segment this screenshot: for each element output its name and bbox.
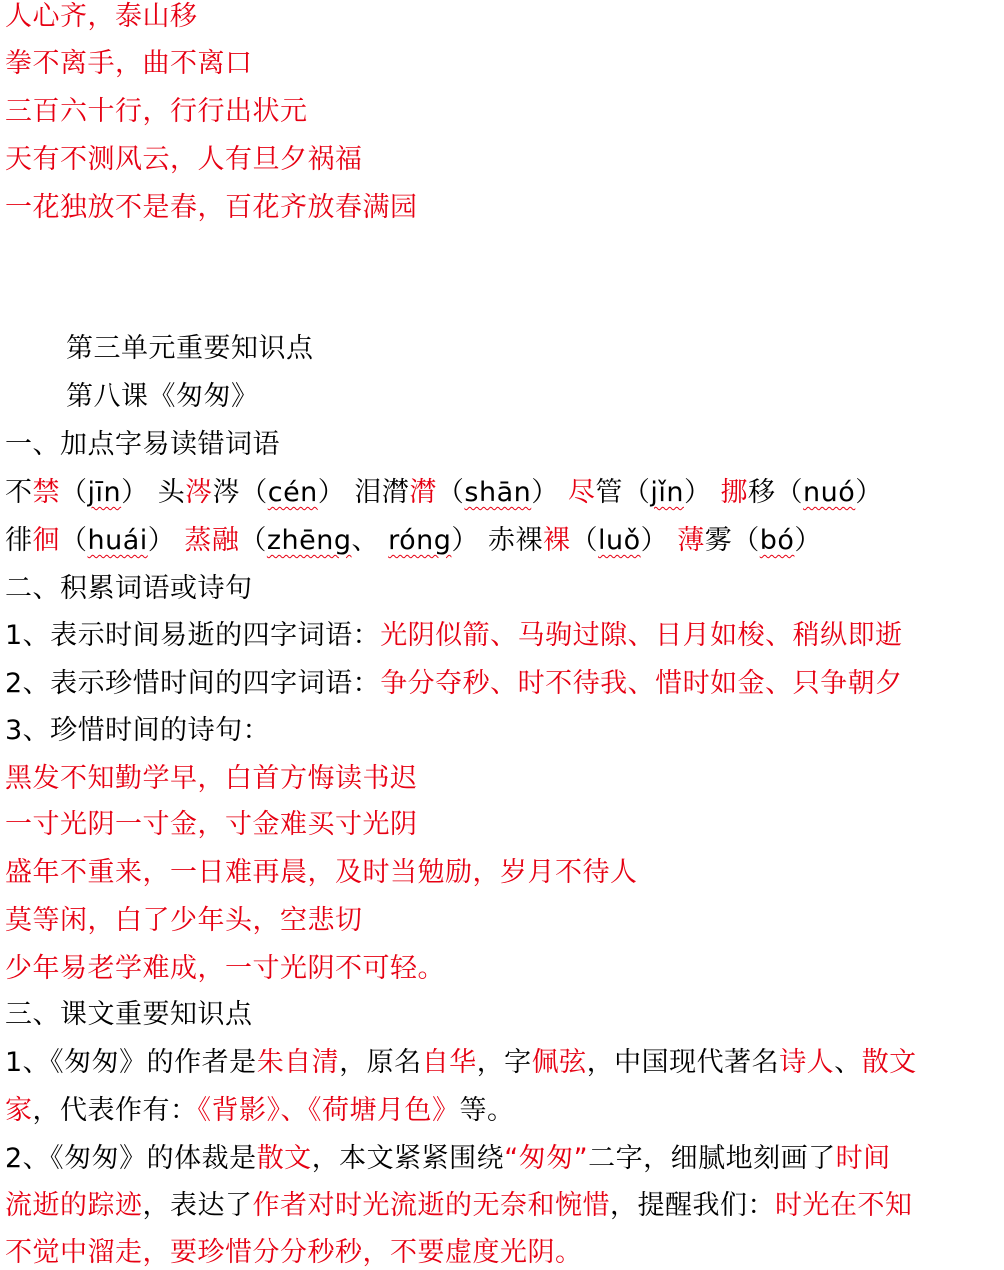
pinyin-text: jīn [87,477,122,508]
text-segment: ，代表作有： [32,1095,198,1126]
text-segment: ，中国现代著名 [586,1047,780,1078]
text-segment: ） [531,477,568,508]
text-segment: 等。 [459,1095,515,1126]
text-line-17 [5,856,638,890]
text-line-4 [5,143,363,177]
text-segment: 雾（ [704,525,760,556]
text-line-13 [5,667,903,701]
pinyin-text: huái [87,525,148,556]
highlighted-text: “匆匆” [504,1143,589,1174]
highlighted-text: 家 [5,1095,33,1126]
highlighted-text: 散文 [861,1047,917,1078]
highlighted-text: 禁 [32,477,60,508]
highlighted-text: 蒸融 [184,525,240,556]
pinyin-text: shān [464,477,532,508]
highlighted-text: 光阴似箭、马驹过隙、日月如梭、稍纵即逝 [380,620,903,651]
text-line-23 [5,1142,891,1176]
text-line-25 [5,1236,583,1270]
text-line-16 [5,808,418,842]
highlighted-text: 自华 [421,1047,477,1078]
highlighted-text: 一花独放不是春，百花齐放春满园 [5,192,418,223]
pinyin-text: nuó [803,477,856,508]
text-segment: 三、课文重要知识点 [5,999,253,1030]
highlighted-text: 三百六十行，行行出状元 [5,96,308,127]
highlighted-text: 盛年不重来，一日难再晨，及时当勉励，岁月不待人 [5,857,638,888]
pinyin-text: róng [388,525,452,556]
highlighted-text: 徊 [32,525,60,556]
text-segment: 1、表示时间易逝的四字词语： [5,620,381,651]
text-segment: 一、加点字易读错词语 [5,429,280,460]
pinyin-text: zhēng [266,525,352,556]
text-segment: （ [239,525,267,556]
text-line-14 [5,714,270,748]
text-segment: 第八课《匆匆》 [66,381,259,412]
text-segment: 二字，细腻地刻画了 [588,1143,836,1174]
text-line-12 [5,619,903,653]
text-segment: 二、积累词语或诗句 [5,573,253,604]
text-line-8 [5,428,280,462]
text-segment: （ [60,525,88,556]
text-segment: ） 泪潸 [317,477,410,508]
text-segment: （ [570,525,598,556]
text-line-19 [5,952,445,986]
text-segment: 、 [834,1047,862,1078]
highlighted-text: 莫等闲，白了少年头，空悲切 [5,905,363,936]
text-line-9 [5,476,883,510]
highlighted-text: 涔 [185,477,213,508]
text-segment: ） [683,477,721,508]
highlighted-text: 不觉中溜走，要珍惜分分秒秒，不要虚度光阴。 [5,1237,583,1268]
highlighted-text: 时光在不知 [775,1190,913,1221]
highlighted-text: 散文 [256,1143,312,1174]
text-segment: ，提醒我们： [610,1190,775,1221]
text-segment: ） 头 [121,477,186,508]
highlighted-text: 《背影》、《荷塘月色》 [197,1095,460,1126]
pinyin-text: luǒ [598,525,641,556]
highlighted-text: 流逝的踪迹 [5,1190,143,1221]
highlighted-text: 薄 [677,525,705,556]
text-line-2 [5,47,253,81]
text-segment: ） [794,525,822,556]
text-line-22 [5,1094,515,1128]
highlighted-text: 佩弦 [531,1047,587,1078]
highlighted-text: 人心齐，泰山移 [5,1,198,32]
text-segment: （ [60,477,88,508]
text-segment: ） [640,525,678,556]
text-segment: 3、珍惜时间的诗句： [5,715,271,746]
text-line-21 [5,1046,917,1080]
pinyin-text: bó [759,525,795,556]
text-segment: ） [147,525,185,556]
text-segment: ，字 [476,1047,532,1078]
text-line-1 [5,0,198,34]
highlighted-text: 挪 [720,477,749,508]
text-line-6 [66,332,314,366]
text-line-11 [5,572,253,606]
text-line-20 [5,998,253,1032]
text-segment: 涔（ [212,477,268,508]
pinyin-text: jǐn [650,477,684,508]
text-line-18 [5,904,363,938]
text-segment: ，原名 [339,1047,422,1078]
text-segment: 、 [351,525,389,556]
text-segment: 不 [5,477,33,508]
highlighted-text: 拳不离手，曲不离口 [5,48,253,79]
highlighted-text: 争分夺秒、时不待我、惜时如金、只争朝夕 [380,668,903,699]
text-segment: ，表达了 [142,1190,253,1221]
text-segment: （ [436,477,465,508]
text-line-15 [5,762,418,796]
text-segment: 移（ [748,477,804,508]
text-line-10 [5,524,822,558]
text-segment: ） [855,477,883,508]
highlighted-text: 潸 [409,477,437,508]
text-segment: 1、《匆匆》的作者是 [5,1047,257,1078]
highlighted-text: 朱自清 [256,1047,340,1078]
text-line-3 [5,95,308,129]
text-segment: ） 赤裸 [451,525,543,556]
text-line-7 [66,380,259,414]
highlighted-text: 诗人 [779,1047,835,1078]
text-segment: 2、《匆匆》的体裁是 [5,1143,257,1174]
text-line-5 [5,191,418,225]
highlighted-text: 时间 [835,1143,891,1174]
highlighted-text: 黑发不知勤学早，白首方悔读书迟 [5,763,418,794]
highlighted-text: 尽 [567,477,596,508]
text-segment: 管（ [595,477,651,508]
highlighted-text: 作者对时光流逝的无奈和惋惜 [252,1190,610,1221]
text-segment: 第三单元重要知识点 [66,333,314,364]
highlighted-text: 裸 [543,525,571,556]
text-line-24 [5,1189,913,1223]
pinyin-text: cén [267,477,318,508]
highlighted-text: 天有不测风云，人有旦夕祸福 [5,144,363,175]
text-segment: 徘 [5,525,33,556]
highlighted-text: 少年易老学难成，一寸光阴不可轻。 [5,953,445,984]
highlighted-text: 一寸光阴一寸金，寸金难买寸光阴 [5,809,418,840]
text-segment: 2、表示珍惜时间的四字词语： [5,668,381,699]
text-segment: ，本文紧紧围绕 [311,1143,505,1174]
